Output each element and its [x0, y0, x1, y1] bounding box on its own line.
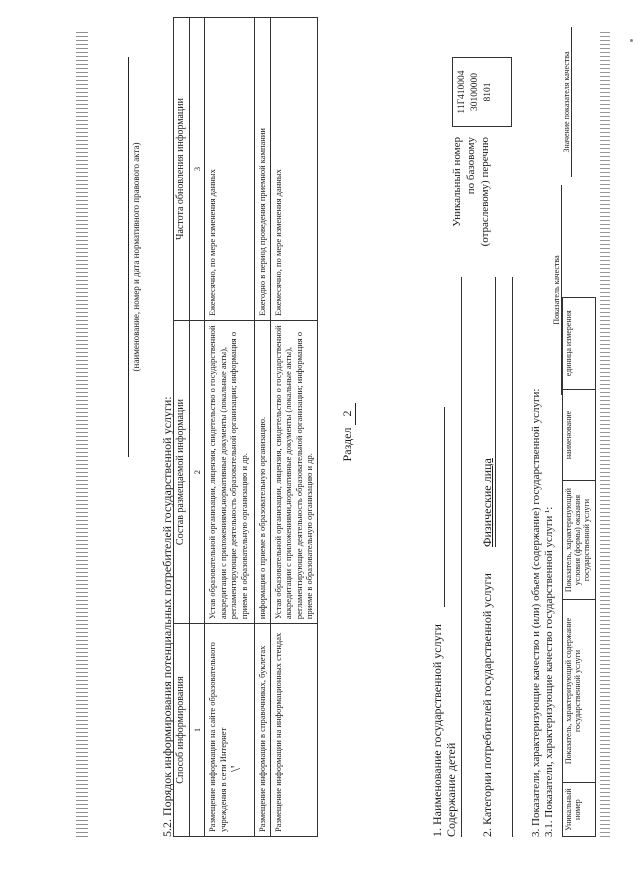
quality-col-conditions: Показатель, характеризующий условия (формы) оказания государственной услуги — [563, 481, 596, 600]
consumers-value: Физические лица — [480, 458, 494, 547]
info-table — [173, 17, 318, 837]
scan-hatch-top — [76, 31, 88, 837]
code-line-1: 11Г410004 — [457, 70, 467, 114]
info-table-header-row — [174, 18, 190, 837]
row2-method: Размещение информации в справочниках, буклетах — [255, 624, 271, 837]
unique-number-label — [450, 137, 492, 257]
section-label: Раздел — [340, 427, 354, 462]
caption-rule — [128, 57, 129, 457]
scan-dot — [630, 39, 633, 42]
indicators-line1: 3. Показатели, характеризующие качество и (или) объем (содержание) государственной услуги: — [530, 388, 542, 837]
quality-col-unit: единица измерения — [563, 298, 596, 390]
table-row — [205, 18, 255, 837]
quality-col-name: наименование — [563, 389, 596, 481]
row2-content: информация о приеме в образовательную организацию. — [255, 321, 271, 624]
table-row — [270, 18, 317, 837]
section-title — [340, 342, 356, 522]
service-name-value: Содержание детей — [444, 742, 458, 837]
col-number-3: 3 — [189, 18, 205, 321]
row1-method — [205, 624, 255, 837]
row2-frequency: Ежегодно в период проведения приемной кампании — [255, 18, 271, 321]
header-frequency: Частота обновления информации — [174, 18, 190, 321]
row3-frequency: Ежемесячно, по мере изменения данных — [270, 18, 317, 321]
code-line-3: 8101 — [483, 82, 493, 102]
consumers-underline-2 — [512, 277, 513, 837]
col-number-2: 2 — [189, 321, 205, 624]
service-name-underline-2 — [461, 277, 462, 837]
quality-table — [562, 297, 596, 837]
indicators-text — [530, 37, 556, 837]
legal-act-caption-text: (наименование, номер и дата нормативного правового акта) — [131, 142, 141, 372]
consumers-label: 2. Категории потребителей государственной услуги — [480, 573, 494, 837]
consumers-underline — [495, 277, 496, 547]
info-table-number-row — [189, 18, 205, 837]
service-name-underline — [444, 407, 445, 607]
row1-method-text: Размещение информации на сайте образовательного учреждения в сети Интернет — [207, 642, 228, 832]
quality-value-header: Значение показателя качества — [562, 27, 572, 177]
header-method: Способ информирования — [174, 624, 190, 837]
unique-number-code-box — [452, 57, 512, 127]
col-number-1: 1 — [189, 624, 205, 837]
indicators-line2: 3.1. Показатели, характеризующие качество государственной услуги ¹: — [543, 506, 555, 837]
section-number: 2 — [340, 403, 356, 425]
row1-content: Устав образовательной организации, лицензия, свидетельство о государственной аккредитации с приложениями,нормативные документы (локальные акты), регламентирующие деятельность образовательной организации; информация о приеме в образовательную организацию и др. — [205, 321, 255, 624]
table-row — [255, 18, 271, 837]
row1-frequency: Ежемесячно, по мере изменения данных — [205, 18, 255, 321]
header-content: Состав размещаемой информации — [174, 321, 190, 624]
service-name-label: 1. Наименование государственной услуги — [430, 624, 444, 837]
unique-number-line2: по базовому — [465, 137, 477, 195]
code-line-2: 30100000 — [470, 73, 480, 111]
unique-number-line1: Уникальный номер — [451, 137, 463, 227]
row3-method: Размещение информации на информационных стендах — [270, 624, 317, 837]
pen-mark: \' — [229, 765, 244, 772]
unique-number-line3: (отраслевому) перечню — [479, 137, 491, 247]
row3-content: Устав образовательной организации, лицензия, свидетельство о государственной аккредитации с приложениями,нормативные документы (локальные акты), регламентирующие деятельность образовательной организации; информация о приеме в образовательную организацию и др. — [270, 321, 317, 624]
section-heading: 5.2. Порядок информирования потенциальных потребителей государственной услуги: — [160, 396, 174, 837]
quality-table-header-row — [563, 298, 596, 837]
quality-col-content: Показатель, характеризующий содержание государственной услуги — [563, 599, 596, 782]
scan-hatch-bottom — [600, 31, 610, 837]
quality-indicator-header: Показатель качества — [552, 185, 562, 395]
quality-col-unique: Уникальный номер — [563, 783, 596, 837]
